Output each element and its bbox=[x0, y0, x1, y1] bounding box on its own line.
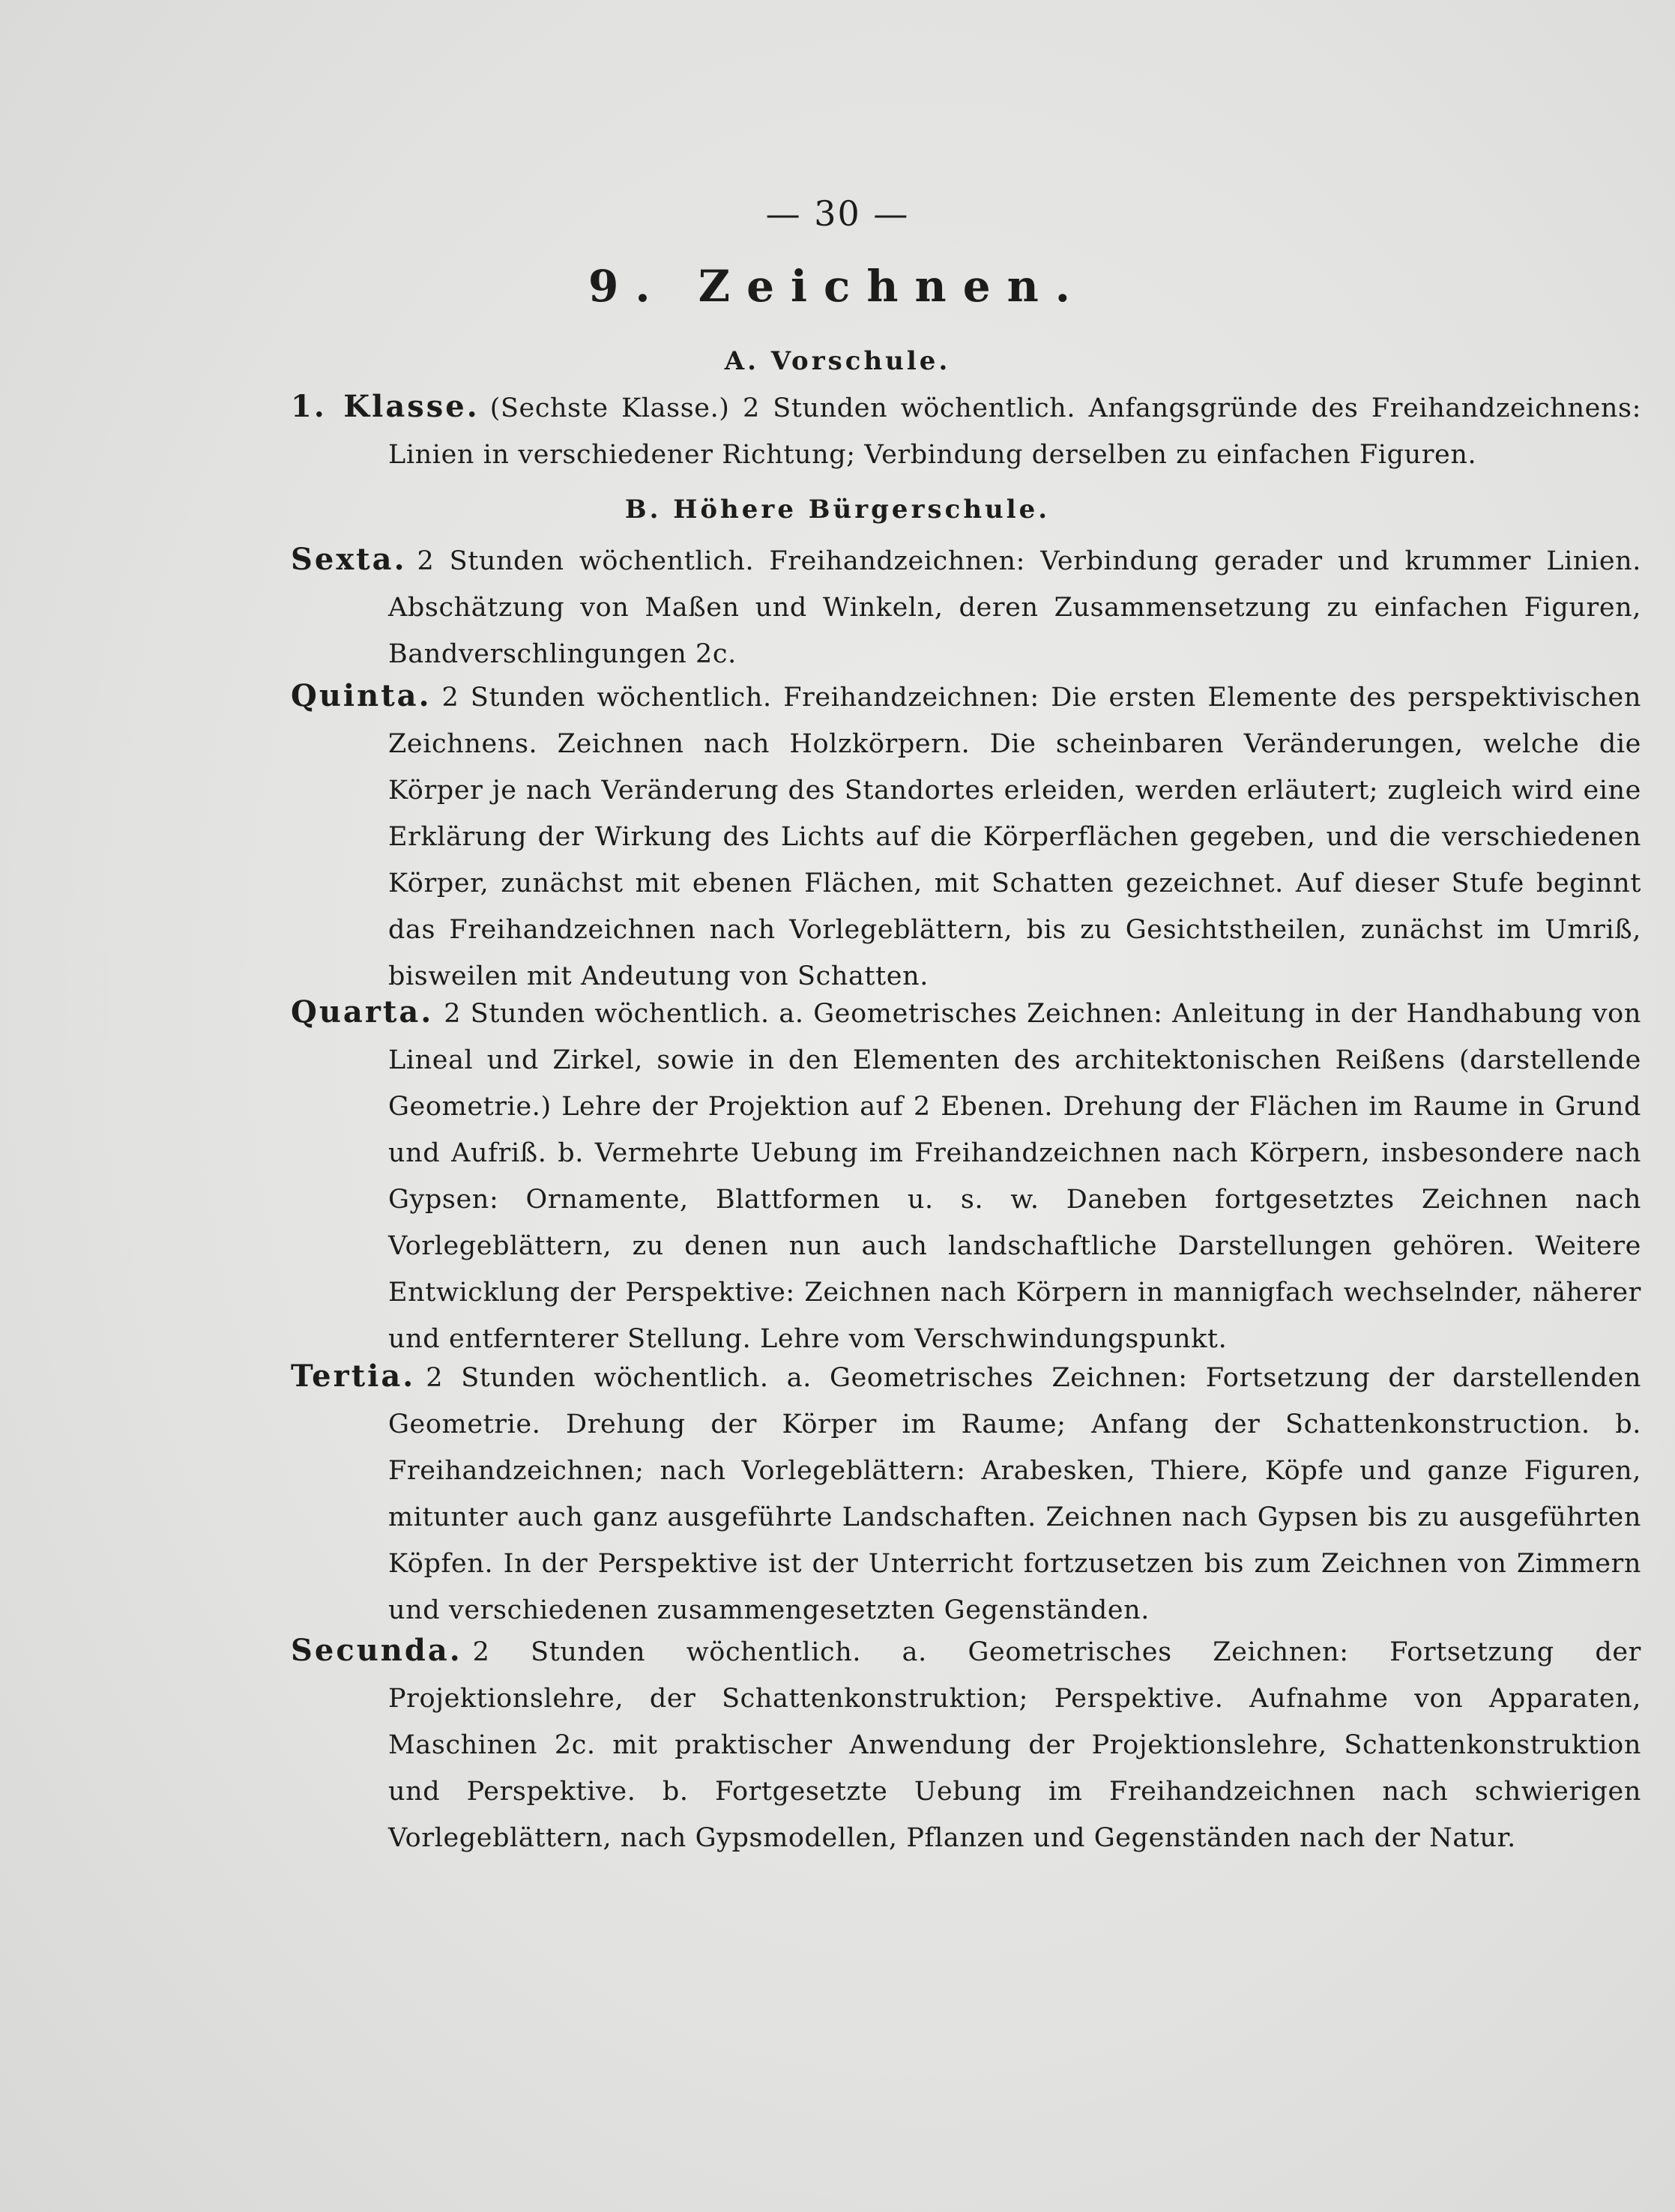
section-title: 9. Zeichnen. bbox=[588, 261, 1087, 312]
entry-lead: Tertia. bbox=[291, 1359, 416, 1394]
entry-text: 2 Stunden wöchentlich. a. Geometrisches Zeichnen: Anleitung in der Handhabung von Lineal und Zirkel, sowie in den Elementen des architektonischen Reißens (darstellende Geometrie.) Lehre der Projektion auf 2 Ebenen. Drehung der Flächen im Raume in Grund und Aufriß. b. Vermehrte Uebung im Freihandzeichnen nach Körpern, insbesondere nach Gypsen: Ornamente, Blattformen u. s. w. Daneben fortgesetztes Zeichnen nach Vorlegeblättern, zu denen nun auch landschaftliche Darstellungen gehören. Weitere Entwicklung der Perspektive: Zeichnen nach Körpern in mannigfach wechselnder, näherer und entfernterer Stellung. Lehre vom Verschwindungspunkt. bbox=[388, 999, 1641, 1354]
page-number: — 30 — bbox=[765, 193, 910, 234]
entry-text: 2 Stunden wöchentlich. Freihandzeichnen: Die ersten Elemente des perspektivischen Zeichnens. Zeichnen nach Holzkörpern. Die scheinbaren Veränderungen, welche die Körper je nach Veränderung des Standortes erleiden, werden erläutert; zugleich wird eine Erklärung der Wirkung des Lichts auf die Körperflächen gegeben, und die verschiedenen Körper, zunächst mit ebenen Flächen, mit Schatten gezeichnet. Auf dieser Stufe beginnt das Freihandzeichnen nach Vorlegeblättern, bis zu Gesichtstheilen, zunächst im Umriß, bisweilen mit Andeutung von Schatten. bbox=[388, 683, 1641, 991]
entry-lead: 1. Klasse. bbox=[291, 389, 480, 424]
entry-lead: Sexta. bbox=[291, 542, 407, 577]
entry-tertia bbox=[291, 1353, 1641, 1634]
entry-klasse bbox=[291, 384, 1641, 478]
entry-lead: Secunda. bbox=[291, 1633, 462, 1668]
entry-lead: Quinta. bbox=[291, 678, 432, 713]
entry-sexta bbox=[291, 537, 1641, 677]
entry-secunda bbox=[291, 1628, 1641, 1861]
entry-text: (Sechste Klasse.) 2 Stunden wöchentlich. Anfangsgründe des Freihandzeichnens: Linien in verschiedener Richtung; Verbindung derselben zu einfachen Figuren. bbox=[388, 393, 1641, 470]
entry-text: 2 Stunden wöchentlich. Freihandzeichnen: Verbindung gerader und krummer Linien. Abschätzung von Maßen und Winkeln, deren Zusammensetzung zu einfachen Figuren, Bandverschlingungen 2c. bbox=[388, 546, 1641, 669]
entry-lead: Quarta. bbox=[291, 994, 434, 1030]
entry-quinta bbox=[291, 673, 1641, 1000]
entry-text: 2 Stunden wöchentlich. a. Geometrisches Zeichnen: Fortsetzung der darstellenden Geometrie. Drehung der Körper im Raume; Anfang der Schattenkonstruction. b. Freihandzeichnen; nach Vorlegeblättern: Arabesken, Thiere, Köpfe und ganze Figuren, mitunter auch ganz ausgeführte Landschaften. Zeichnen nach Gypsen bis zu ausgeführten Köpfen. In der Perspektive ist der Unterricht fortzusetzen bis zum Zeichnen von Zimmern und verschiedenen zusammengesetzten Gegenständen. bbox=[388, 1363, 1641, 1625]
entry-text: 2 Stunden wöchentlich. a. Geometrisches Zeichnen: Fortsetzung der Projektionslehre, der Schattenkonstruktion; Perspektive. Aufnahme von Apparaten, Maschinen 2c. mit praktischer Anwendung der Projektionslehre, Schattenkonstruktion und Perspektive. b. Fortgesetzte Uebung im Freihandzeichnen nach schwierigen Vorlegeblättern, nach Gypsmodellen, Pflanzen und Gegenständen nach der Natur. bbox=[388, 1637, 1641, 1853]
subheading-vorschule: A. Vorschule. bbox=[724, 346, 951, 376]
subheading-hoehere-buergerschule: B. Höhere Bürgerschule. bbox=[624, 495, 1051, 525]
entry-quarta bbox=[291, 989, 1641, 1362]
